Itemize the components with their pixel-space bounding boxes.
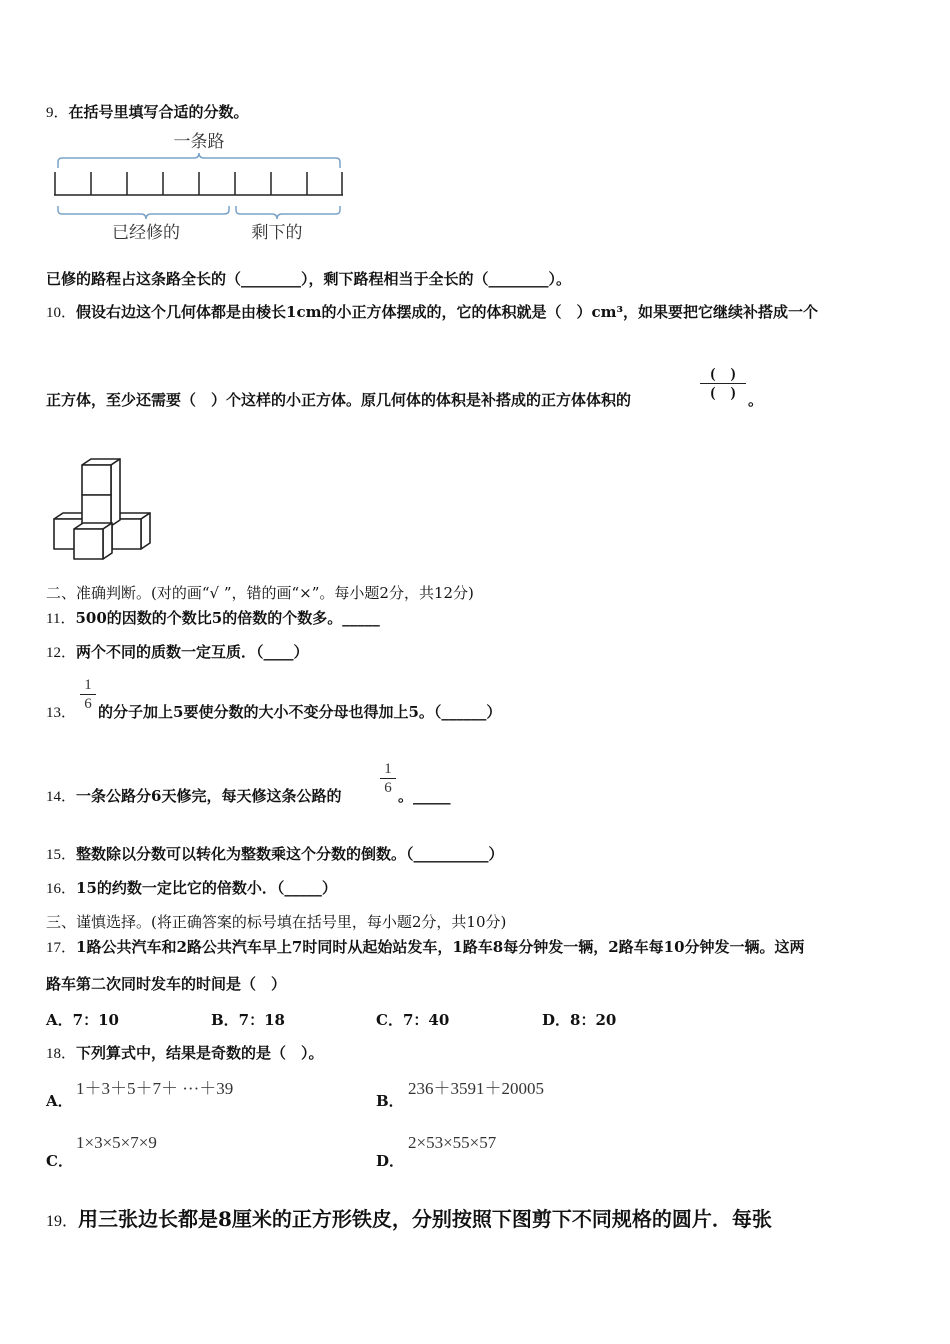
question-text: 用三张边长都是8厘米的正方形铁皮，分别按照下图剪下不同规格的圆片．每张 — [78, 1207, 772, 1231]
question-17-line-1 — [46, 937, 805, 958]
question-9-answer-line: 已修的路程占这条路全长的（________），剩下路程相当于全长的（________）。 — [46, 270, 572, 288]
cube-figure — [50, 452, 154, 562]
road-top-label: 一条路 — [173, 132, 225, 152]
question-number: 15． — [46, 847, 77, 863]
question-text: 下列算式中，结果是奇数的是（ ）。 — [76, 1044, 324, 1062]
question-14-end: 。_____ — [398, 787, 451, 805]
question-number: 10． — [46, 305, 77, 321]
question-number: 12． — [46, 645, 77, 661]
question-text: 假设右边这个几何体都是由棱长1cm的小正方体摆成的，它的体积就是（ ）cm³，如果要把它继续补搭成一个 — [76, 303, 819, 321]
question-text: 1路公共汽车和2路公共汽车早上7时同时从起始站发车，1路车8每分钟发一辆，2路车每10分钟发一辆。这两 — [76, 938, 805, 956]
question-9 — [46, 102, 249, 123]
question-18 — [46, 1043, 324, 1064]
q17-option-b[interactable]: B．7：18 — [211, 1011, 285, 1029]
question-12 — [46, 642, 309, 663]
question-14 — [46, 786, 341, 807]
question-16 — [46, 878, 337, 899]
question-15 — [46, 844, 504, 865]
question-10-line-2: 正方体，至少还需要（ ）个这样的小正方体。原几何体的体积是补搭成的正方体体积的 — [46, 391, 632, 409]
question-number: 13． — [46, 705, 77, 721]
q18-option-c-label[interactable]: C． — [46, 1152, 73, 1170]
fraction-denominator: 6 — [84, 696, 92, 712]
q17-option-d[interactable]: D．8：20 — [542, 1011, 617, 1029]
q17-option-a[interactable]: A．7：10 — [46, 1011, 119, 1029]
question-text: 在括号里填写合适的分数。 — [68, 103, 249, 121]
question-number: 19． — [46, 1213, 79, 1230]
question-text: 500的因数的个数比5的倍数的个数多。_____ — [75, 609, 380, 627]
section-2-title: 二、准确判断。(对的画“√ ”，错的画“×”。每小题2分，共12分) — [46, 584, 474, 602]
q17-option-c[interactable]: C．7：40 — [376, 1011, 450, 1029]
q18-option-a-label[interactable]: A． — [46, 1092, 73, 1110]
fraction-numerator: 1 — [84, 677, 92, 693]
question-number: 14． — [46, 789, 77, 805]
fraction-numerator: ( ) — [710, 366, 736, 382]
question-number: 16． — [46, 881, 77, 897]
question-text: 整数除以分数可以转化为整数乘这个分数的倒数。（__________） — [76, 845, 504, 863]
question-13-fraction — [80, 676, 96, 713]
q18-option-d-label[interactable]: D． — [376, 1152, 405, 1170]
question-13-number — [46, 702, 76, 723]
fraction-denominator: 6 — [384, 780, 392, 796]
fraction-numerator: 1 — [384, 761, 392, 777]
question-14-fraction — [380, 760, 396, 797]
question-number: 18． — [46, 1046, 77, 1062]
road-diagram — [46, 128, 356, 248]
question-17-line-2: 路车第二次同时发车的时间是（ ） — [46, 975, 287, 993]
question-19 — [46, 1206, 772, 1235]
question-11 — [46, 608, 380, 629]
section-3-title: 三、谨慎选择。(将正确答案的标号填在括号里，每小题2分，共10分) — [46, 913, 507, 931]
q18-option-d-expression: 2×53×55×57 — [408, 1133, 497, 1152]
question-10-fraction — [700, 365, 746, 402]
question-number: 11． — [46, 611, 76, 627]
question-text: 两个不同的质数一定互质．（____） — [76, 643, 309, 661]
q18-option-b-label[interactable]: B． — [376, 1092, 404, 1110]
question-13-text: 的分子加上5要使分数的大小不变分母也得加上5。（______） — [98, 703, 502, 721]
q18-option-c-expression: 1×3×5×7×9 — [76, 1133, 157, 1152]
q18-option-b-expression: 236＋3591＋20005 — [408, 1079, 544, 1098]
question-text: 15的约数一定比它的倍数小．（_____） — [76, 879, 337, 897]
question-number: 17． — [46, 940, 77, 956]
fraction-denominator: ( ) — [710, 385, 736, 401]
q18-option-a-expression: 1＋3＋5＋7＋ ···＋39 — [76, 1079, 234, 1098]
question-10-line-1 — [46, 302, 818, 323]
road-left-label: 已经修的 — [112, 223, 180, 243]
question-text: 一条公路分6天修完，每天修这条公路的 — [76, 787, 342, 805]
question-number: 9． — [46, 105, 69, 121]
question-10-end: 。 — [748, 391, 764, 409]
road-right-label: 剩下的 — [251, 223, 303, 243]
